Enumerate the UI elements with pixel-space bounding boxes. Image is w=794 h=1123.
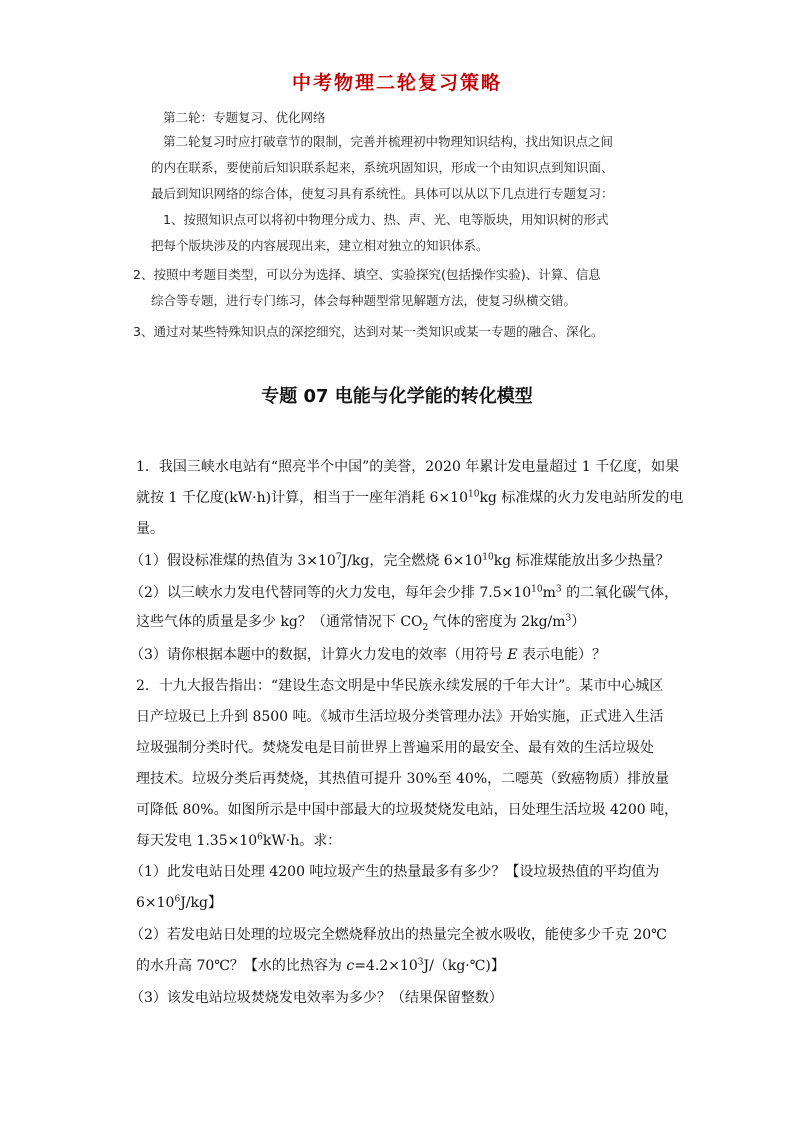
question-1-part-3: （3）请你根据本题中的数据，计算火力发电的效率（用符号 E 表示电能）？	[130, 647, 607, 663]
question-2-line: 2．十九大报告指出：“建设生态文明是中华民族永续发展的千年大计”。某市中心城区	[136, 678, 664, 694]
question-2-part-2: 的水升高 70℃？【水的比热容为 $c=4.2\times 10^3J/(kg\cdot℃)$】	[136, 957, 505, 974]
question-2-part-1: $6\times 10^6J/kg$】	[136, 894, 222, 911]
question-2-line: 理技术。垃圾分类后再焚烧，其热值可提升 30%至 40%，二噁英（致癌物质）排放量	[136, 771, 670, 787]
intro-line: 2、按照中考题目类型，可以分为选择、填空、实验探究(包括操作实验)、计算、信息	[133, 267, 601, 282]
question-1-part-1: （1）假设标准煤的热值为 $3\times 10^7J/kg$，完全燃烧 $6\times 10^{10}kg$ 标准煤能放出多少热量？	[130, 552, 670, 569]
section-title: 专题 07 电能与化学能的转化模型	[261, 386, 533, 407]
intro-line: 的内在联系，要使前后知识联系起来，系统巩固知识，形成一个由知识点到知识面、	[151, 160, 614, 175]
question-1-line: 1．我国三峡水电站有“照亮半个中国”的美誉，2020 年累计发电量超过 1 千亿度，如果	[136, 459, 680, 475]
question-2-line: 日产垃圾已上升到 8500 吨。《城市生活垃圾分类管理办法》开始实施，正式进入生活	[136, 709, 664, 725]
question-1-part-2: （2）以三峡水力发电代替同等的火力发电，每年会少排 $7.5\times 10^{10}m^3$ 的二氧化碳气体，	[130, 584, 679, 601]
intro-line: 综合等专题，进行专门练习，体会每种题型常见解题方法，使复习纵横交错。	[151, 293, 577, 308]
intro-line: 把每个版块涉及的内容展现出来，建立相对独立的知识体系。	[151, 238, 489, 253]
question-1-line: 就按 1 千亿度(kW·h)计算，相当于一座年消耗 $6\times 10^{10}kg$ 标准煤的火力发电站所发的电	[136, 489, 684, 506]
intro-line: 最后到知识网络的综合体，使复习具有系统性。具体可以从以下几点进行专题复习：	[151, 186, 614, 201]
question-2-part-3: （3）该发电站垃圾焚烧发电效率为多少？（结果保留整数）	[130, 990, 503, 1006]
question-1-part-2: 这些气体的质量是多少 kg？（通常情况下 $CO_2$ 气体的密度为 $2kg/m^3$）	[136, 613, 586, 633]
question-2-line: 垃圾强制分类时代。焚烧发电是目前世界上普遍采用的最安全、最有效的生活垃圾处	[136, 740, 654, 756]
question-2-part-1: （1）此发电站日处理 4200 吨垃圾产生的热量最多有多少？【设垃圾热值的平均值为	[130, 864, 660, 880]
page-title: 中考物理二轮复习策略	[291, 72, 502, 94]
intro-line: 第二轮：专题复习、优化网络	[163, 110, 326, 125]
intro-line: 第二轮复习时应打破章节的限制，完善并梳理初中物理知识结构，找出知识点之间	[163, 134, 614, 149]
question-1-line: 量。	[136, 521, 164, 537]
question-2-part-2: （2）若发电站日处理的垃圾完全燃烧释放出的热量完全被水吸收，能使多少千克 20℃	[130, 927, 667, 943]
question-2-line: 可降低 80%。如图所示是中国中部最大的垃圾焚烧发电站，日处理生活垃圾 4200 吨，	[136, 802, 679, 818]
intro-line: 1、按照知识点可以将初中物理分成力、热、声、光、电等版块，用知识树的形式	[163, 212, 609, 227]
intro-line: 3、通过对某些特殊知识点的深挖细究，达到对某一类知识或某一专题的融合、深化。	[133, 324, 604, 339]
question-2-line: 每天发电 $1.35\times 10^6kW\cdot h$。求：	[136, 832, 342, 849]
